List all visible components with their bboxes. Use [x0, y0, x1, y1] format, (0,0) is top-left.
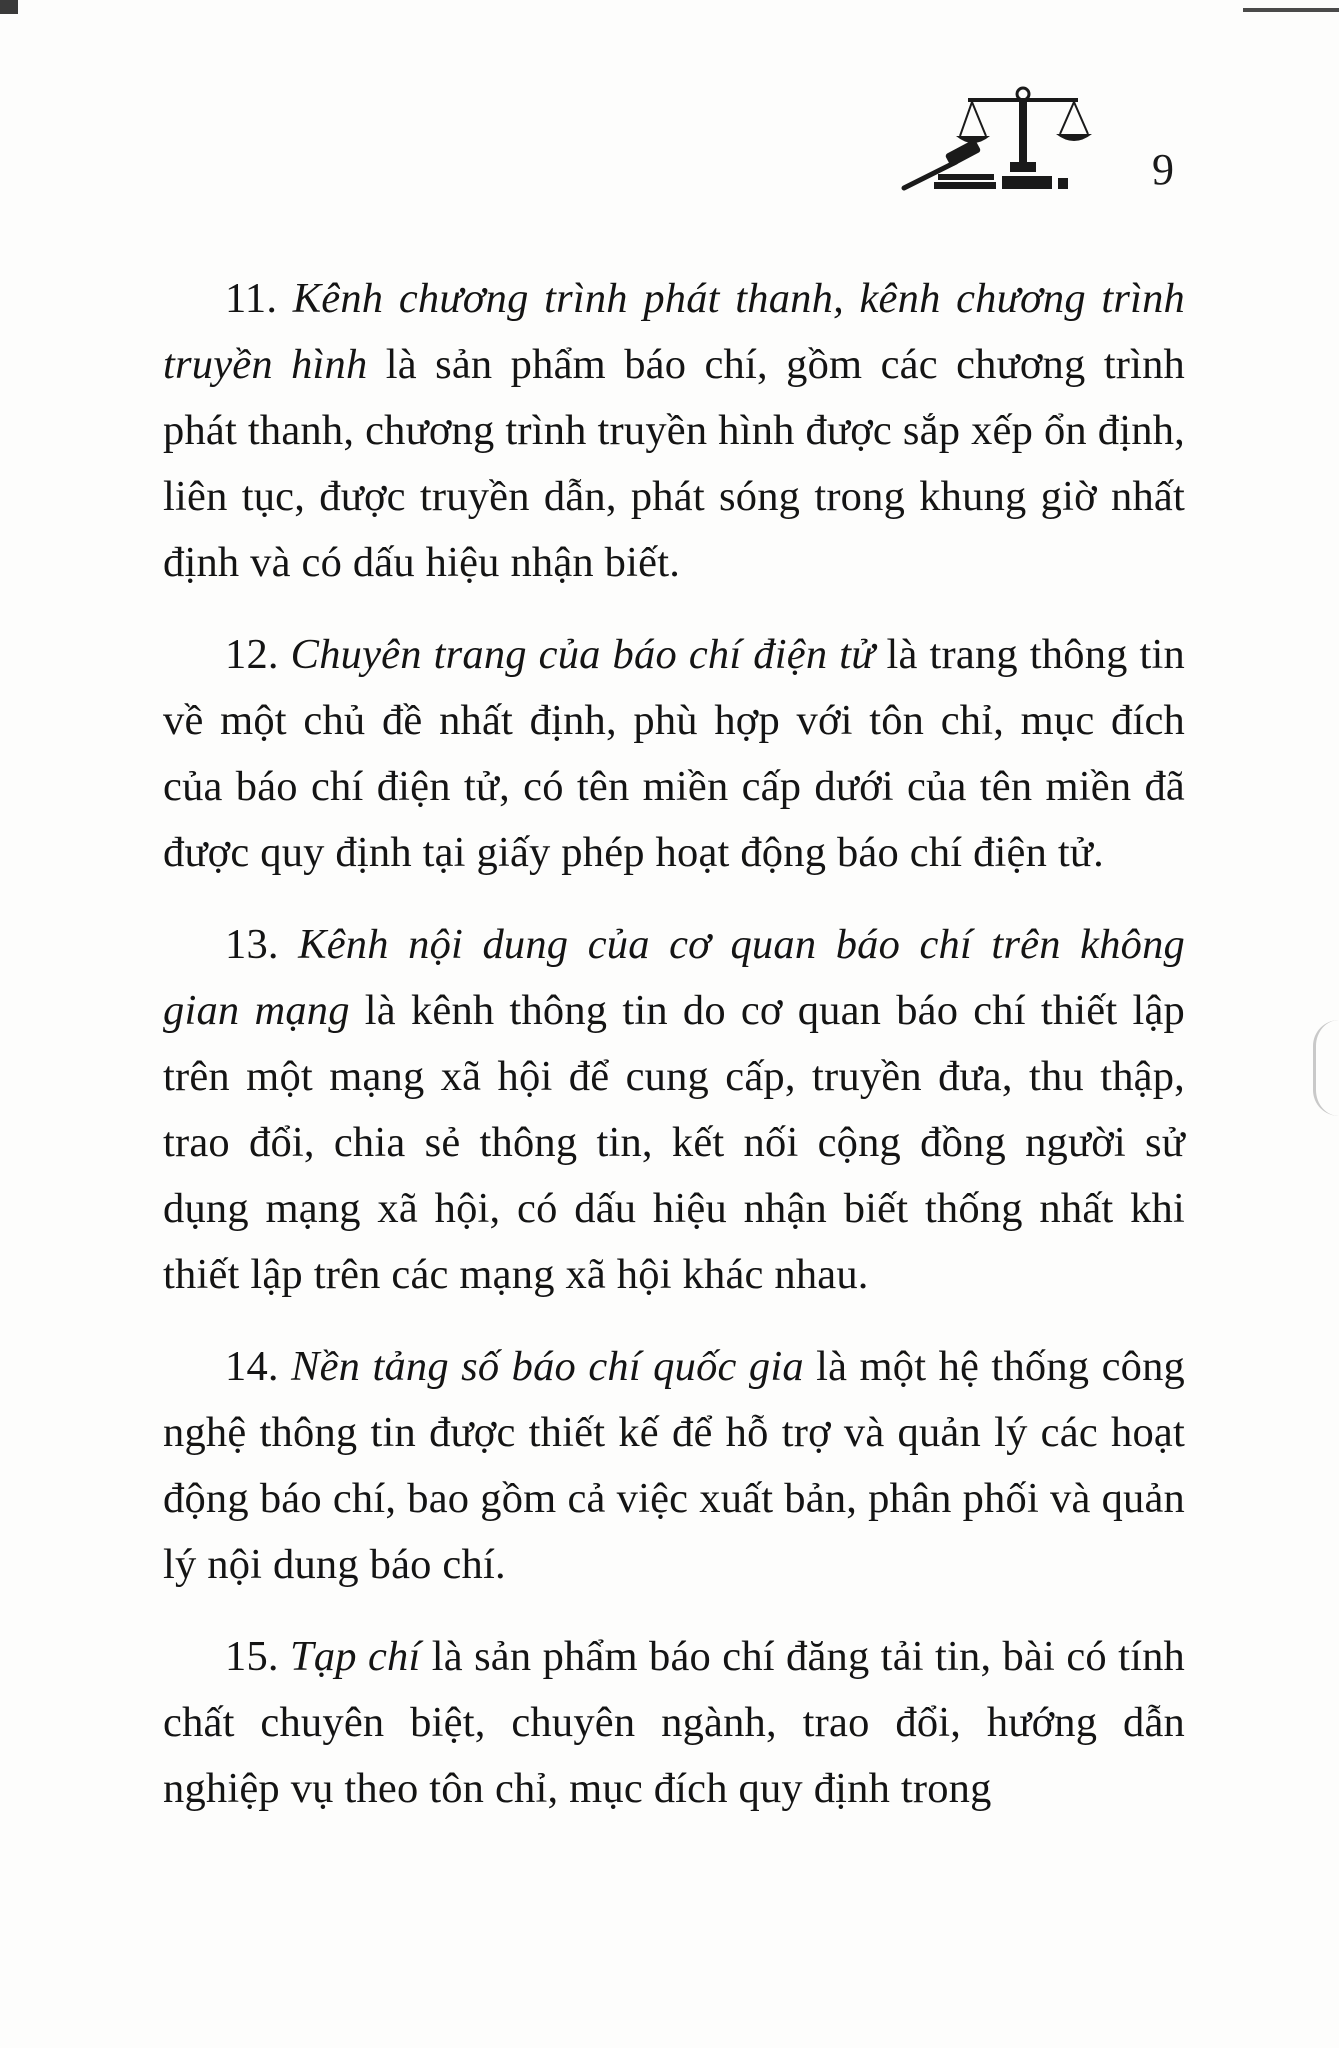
scales-of-justice-gavel-icon [898, 84, 1098, 194]
page-edge-shadow [1313, 1020, 1339, 1116]
paragraph-text: là một hệ thống công nghệ thông tin được thiết kế để hỗ trợ và quản lý các hoạt động báo chí, bao gồm cả việc xuất bản, phân phối và quản lý nội dung báo chí. [163, 1343, 1185, 1588]
paragraph-text: là trang thông tin về một chủ đề nhất định, phù hợp với tôn chỉ, mục đích của báo chí điện tử, có tên miền cấp dưới của tên miền đã được quy định tại giấy phép hoạt động báo chí điện tử. [163, 631, 1185, 876]
paragraph-text: là kênh thông tin do cơ quan báo chí thiết lập trên một mạng xã hội để cung cấp, truyền đưa, thu thập, trao đổi, chia sẻ thông tin, kết nối cộng đồng người sử dụng mạng xã hội, có dấu hiệu nhận biết thống nhất khi thiết lập trên các mạng xã hội khác nhau. [163, 987, 1185, 1298]
paragraph-14 [163, 1334, 1185, 1598]
paragraph-number: 13. [225, 921, 279, 968]
defined-term: Kênh chương trình phát thanh, kênh chương trình truyền hình [163, 275, 1186, 388]
paragraph-11 [163, 266, 1185, 596]
defined-term: Tạp chí [289, 1633, 421, 1680]
defined-term: Kênh nội dung của cơ quan báo chí trên không gian mạng [163, 921, 1185, 1034]
paragraph-text: là sản phẩm báo chí đăng tải tin, bài có tính chất chuyên biệt, chuyên ngành, trao đổi, hướng dẫn nghiệp vụ theo tôn chỉ, mục đích quy định trong [163, 1633, 1185, 1812]
paragraph-number: 12. [225, 631, 279, 678]
paragraph-12 [163, 622, 1185, 886]
scan-corner-mark [0, 0, 18, 14]
defined-term: Nền tảng số báo chí quốc gia [291, 1343, 804, 1390]
paragraph-number: 14. [225, 1343, 279, 1390]
article-body [163, 266, 1185, 1848]
paragraph-number: 11. [225, 275, 278, 322]
page-number: 9 [1152, 145, 1174, 194]
paragraph-15 [163, 1624, 1185, 1822]
paragraph-number: 15. [225, 1633, 279, 1680]
defined-term: Chuyên trang của báo chí điện tử [290, 631, 875, 678]
paragraph-text: là sản phẩm báo chí, gồm các chương trình phát thanh, chương trình truyền hình được sắp xếp ổn định, liên tục, được truyền dẫn, phát sóng trong khung giờ nhất định và có dấu hiệu nhận biết. [163, 341, 1185, 586]
scan-edge-mark [1243, 8, 1339, 12]
paragraph-13 [163, 912, 1185, 1308]
